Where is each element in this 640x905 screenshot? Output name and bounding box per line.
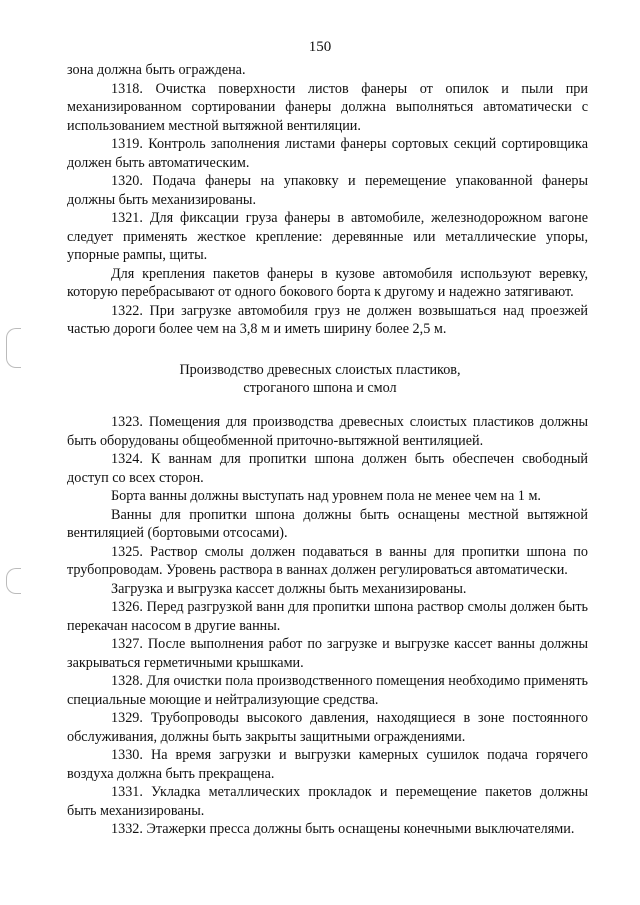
paragraph: 1330. На время загрузки и выгрузки камерных сушилок подача горячего воздуха должна быть прекращена. [67,747,588,782]
paragraph: 1326. Перед разгрузкой ванн для пропитки шпона раствор смолы должен быть перекачан насосом в другие ванны. [67,599,588,634]
paragraph: Для крепления пакетов фанеры в кузове автомобиля используют веревку, которую перебрасывают от одного бокового борта к другому и надежно затягивают. [67,265,588,300]
section-heading-line-1: Производство древесных слоистых пластиков, [179,362,461,378]
paragraph: 1332. Этажерки пресса должны быть оснащены конечными выключателями. [111,821,575,837]
section-heading-line-2: строганого шпона и смол [243,380,397,396]
page-number: 150 [308,39,332,55]
paragraph: 1324. К ваннам для пропитки шпона должен быть обеспечен свободный доступ со всех сторон. [67,451,588,486]
paragraph: 1325. Раствор смолы должен подаваться в ванны для пропитки шпона по трубопроводам. Уровень раствора в ваннах должен регулироваться автоматически. [67,543,588,578]
paragraph: 1329. Трубопроводы высокого давления, находящиеся в зоне постоянного обслуживания, должны быть закрыты защитными ограждениями. [67,710,588,745]
bottom-text-block [67,413,588,839]
paragraph: 1327. После выполнения работ по загрузке и выгрузке кассет ванны должны закрываться герметичными крышками. [67,636,588,671]
paragraph: 1328. Для очистки пола производственного помещения необходимо применять специальные моющие и нейтрализующие средства. [67,673,588,708]
paragraph: 1331. Укладка металлических прокладок и перемещение пакетов должны быть механизированы. [67,784,588,819]
paragraph: 1318. Очистка поверхности листов фанеры от опилок и пыли при механизированном сортировании фанеры должна выполняться автоматически с использованием местной вытяжной вентиляции. [67,80,588,134]
paragraph: Загрузка и выгрузка кассет должны быть механизированы. [111,580,467,597]
paragraph: 1322. При загрузке автомобиля груз не должен возвышаться над проезжей частью дороги более чем на 3,8 м и иметь ширину более 2,5 м. [67,302,588,337]
paragraph: 1320. Подача фанеры на упаковку и перемещение упакованной фанеры должны быть механизированы. [67,173,588,208]
paragraph: Борта ванны должны выступать над уровнем пола не менее чем на 1 м. [111,488,541,504]
paragraph: 1323. Помещения для производства древесных слоистых пластиков должны быть оборудованы общеобменной приточно-вытяжной вентиляцией. [67,414,588,449]
binding-hole-mark [6,568,21,594]
paragraph: 1321. Для фиксации груза фанеры в автомобиле, железнодорожном вагоне следует применять жесткое крепление: деревянные или металлические упоры, упорные рампы, щиты. [67,210,588,263]
paragraph: 1319. Контроль заполнения листами фанеры сортовых секций сортировщика должен быть автоматическим. [67,136,588,171]
top-text-block [67,61,588,339]
paragraph: зона должна быть ограждена. [67,62,246,78]
paragraph: Ванны для пропитки шпона должны быть оснащены местной вытяжной вентиляцией (бортовыми отсосами). [67,506,588,541]
